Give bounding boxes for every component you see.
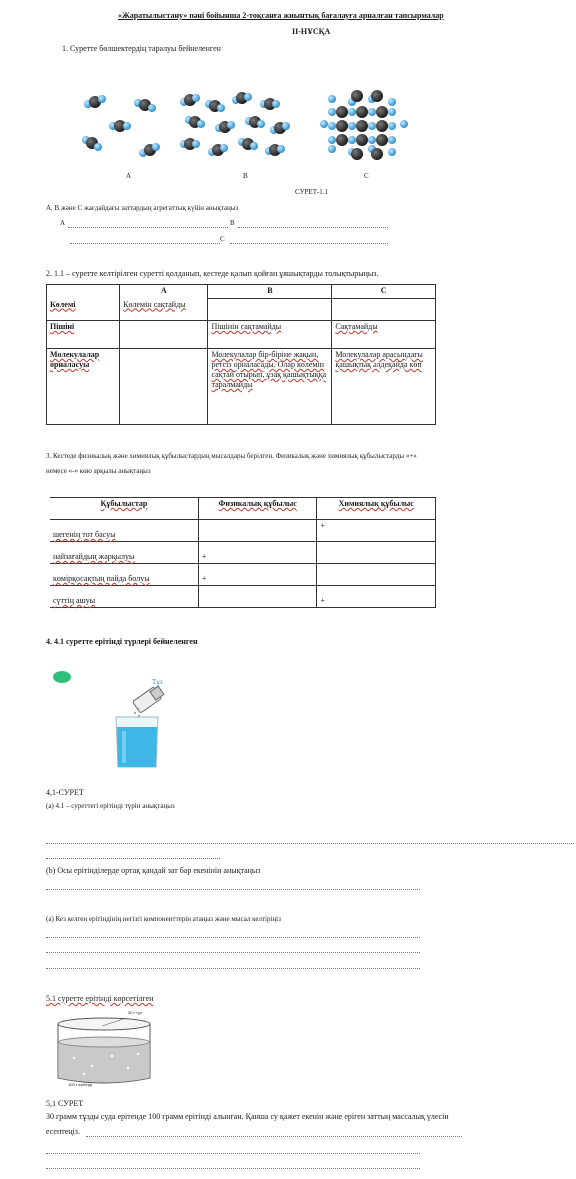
- q3-prompt-line2: немесе «-» көю арқылы анықтаңыз: [46, 467, 151, 475]
- q4b-answer-line[interactable]: [46, 889, 420, 890]
- phenomenon-rainbow: көмірқосақтың пайда болуы: [50, 564, 198, 586]
- answer-a-label: А: [60, 219, 66, 227]
- salt-mass-label: 30 г тұз: [128, 1010, 142, 1015]
- answer-c-line[interactable]: [230, 243, 388, 244]
- phenomena-header-chemical: Химиялық құбылыс: [317, 498, 436, 520]
- answer-c-label: С: [220, 235, 225, 243]
- q4-part-b: (b) Осы ерітінділерде ортақ қандай зат бар екенінін анықтаңыз: [46, 866, 261, 875]
- states-table: [46, 284, 436, 425]
- q4c-answer-line-3[interactable]: [46, 968, 420, 969]
- salt-label: Тұз: [152, 678, 163, 686]
- lightning-chemical-cell[interactable]: [317, 542, 436, 564]
- rainbow-chemical-cell[interactable]: [317, 564, 436, 586]
- row-volume-b[interactable]: [208, 299, 332, 321]
- figure-caption-4-1: 4,1-СУРЕТ: [46, 788, 84, 797]
- row-volume-a: Көлемін сақтайды: [120, 299, 208, 321]
- milk-physical-cell[interactable]: [198, 586, 317, 608]
- q5-answer-line-3[interactable]: [46, 1168, 420, 1169]
- phenomena-table: [50, 497, 436, 608]
- q4-part-a: (а) 4.1 – суреттегі ерітінді түрін анықтаңыз: [46, 802, 175, 810]
- row-volume-c[interactable]: [332, 299, 436, 321]
- states-col-header-a: A: [120, 285, 208, 299]
- gas-particles-a: [82, 95, 160, 157]
- lightning-physical-cell[interactable]: +: [198, 542, 317, 564]
- q5-answer-line-1[interactable]: [86, 1136, 462, 1137]
- phenomenon-milk-souring: сүттің ашуы: [50, 586, 198, 608]
- q1-prompt: 1. Суретте бөлшектердің таралуы бейнеленген: [62, 44, 221, 53]
- figure-caption-1-1: СУРЕТ-1.1: [295, 188, 329, 196]
- phenomena-header-physical: Физикалық құбылыс: [198, 498, 317, 520]
- answer-b-line[interactable]: [238, 227, 388, 228]
- rust-physical-cell[interactable]: [198, 520, 317, 542]
- milk-chemical-cell[interactable]: +: [317, 586, 436, 608]
- answer-b-label: В: [230, 219, 235, 227]
- q4-part-c: (a) Кез келген ерітіндінің негізгі компоненттерін атаңыз және мысал келтіріңіз: [46, 915, 281, 923]
- row-arrangement-label: Молекулалар орналасуы: [47, 349, 120, 425]
- q4-prompt: 4. 4.1 суретте ерітінді түрлері бейнеленген: [46, 637, 198, 646]
- row-shape-b: Пішінін сақтамайды: [208, 321, 332, 349]
- q2-prompt: 2. 1.1 – суретте келтірілген суретті қолданып, кестеде қалып қойған ұяшықтарды толықтырыңыз.: [46, 269, 379, 278]
- q4c-answer-line-1[interactable]: [46, 937, 420, 938]
- q4a-answer-line-2[interactable]: [46, 858, 220, 859]
- row-volume-label: Көлемі: [47, 299, 120, 321]
- solid-particles-c: [320, 90, 408, 160]
- answer-c-line-left[interactable]: [70, 243, 220, 244]
- row-shape-label: Пішіні: [47, 321, 120, 349]
- variant-label: II-НҰСҚА: [292, 27, 331, 36]
- label-c: C: [364, 172, 369, 180]
- rainbow-physical-cell[interactable]: +: [198, 564, 317, 586]
- q3-prompt-line1: 3. Кестеде физикалық және химиялық құбылыстардың мысалдары берілген. Физикалық және химиялық құбылыстарды «+»: [46, 452, 417, 460]
- beaker-diagram: [54, 1012, 164, 1090]
- phenomenon-lightning: найзағайдың жарқылуы: [50, 542, 198, 564]
- label-b: B: [243, 172, 248, 180]
- q1-question: А, В және С жағдайдағы заттардың агрегаттық күйін анықтаңыз: [46, 204, 239, 212]
- q5-text-line1: 30 грамм тұзды суда ерітенде 100 грамм ерітінді алынған. Қанша су қажет екенін және еріген заттың массалық үлесін: [46, 1112, 449, 1121]
- phenomenon-rust: шегенің тот басуы: [50, 520, 198, 542]
- q5-text-line2: есептеңіз.: [46, 1127, 80, 1136]
- answer-a-line[interactable]: [68, 227, 228, 228]
- row-arrangement-c: Молекулалар арасындағы қашықтық әлдеқайда көп: [332, 349, 436, 425]
- salt-solution-diagram: [110, 675, 180, 770]
- q5-answer-line-2[interactable]: [46, 1153, 420, 1154]
- q4c-answer-line-2[interactable]: [46, 952, 420, 953]
- green-badge-icon: [52, 670, 72, 684]
- q4a-answer-line-1[interactable]: [46, 843, 574, 844]
- rust-chemical-cell[interactable]: +: [317, 520, 436, 542]
- row-shape-a[interactable]: [120, 321, 208, 349]
- solution-mass-label: 100 г ерітінді: [68, 1082, 92, 1087]
- figure-caption-5-1: 5,1 СУРЕТ: [46, 1099, 84, 1108]
- row-arrangement-b: Молекулалар бір-біріне жақын, ретсіз орналасады. Олар көлемін сақтай отырып, ұзақ қашықтыққа таралмайды: [208, 349, 332, 425]
- page-title: «Жаратылыстану» пәні бойынша 2-тоқсанға жиынтық бағалауға арналған тапсырмалар: [118, 11, 444, 20]
- row-arrangement-a[interactable]: [120, 349, 208, 425]
- particle-diagram: [70, 80, 440, 180]
- q5-prompt: 5.1 суретте ерітінді көрсетілген: [46, 994, 154, 1003]
- phenomena-header-name: Құбылыстар: [50, 498, 198, 520]
- label-a: A: [126, 172, 132, 180]
- row-shape-c: Сақтамайды: [332, 321, 436, 349]
- states-col-header-b: B: [208, 285, 332, 299]
- states-col-header-blank: [47, 285, 120, 299]
- liquid-particles-b: [180, 92, 290, 156]
- states-col-header-c: C: [332, 285, 436, 299]
